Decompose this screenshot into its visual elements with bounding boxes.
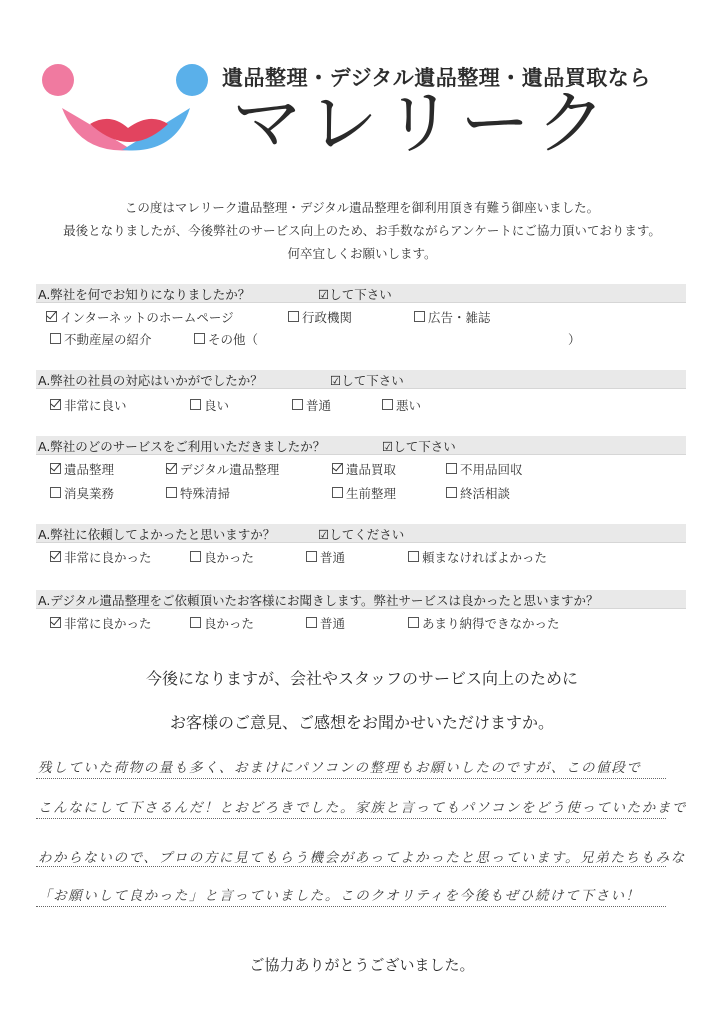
checkbox-checked-icon xyxy=(166,463,177,474)
feedback-prompt-line-2: お客様のご意見、ご感想をお聞かせいただけますか。 xyxy=(169,713,554,732)
q3-option-seizen[interactable]: 生前整理 xyxy=(332,484,396,502)
q3-option-ihin-seiri[interactable]: 遺品整理 xyxy=(50,460,114,478)
q4-option-very-good[interactable]: 非常に良かった xyxy=(50,548,152,566)
handwritten-line-3: わからないので、プロの方に見てもらう機会があってよかったと思っています。兄弟たちもみな xyxy=(38,850,686,866)
q1-option-realestate[interactable]: 不動産屋の紹介 xyxy=(50,330,152,348)
q5-option-not-satisfied[interactable]: あまり納得できなかった xyxy=(408,614,560,632)
checkbox-icon xyxy=(190,399,201,410)
q3-option-shoushuu[interactable]: 消臭業務 xyxy=(50,484,114,502)
question-4-bar xyxy=(36,524,686,543)
q3-option-digital[interactable]: デジタル遺品整理 xyxy=(166,460,279,478)
q2-option-bad[interactable]: 悪い xyxy=(382,396,421,414)
checkbox-checked-icon xyxy=(50,399,61,410)
question-4-hint: ☑してください xyxy=(318,527,405,542)
q1-option-internet[interactable]: インターネットのホームページ xyxy=(46,308,234,326)
checkbox-icon xyxy=(408,551,419,562)
q1-other-close: ） xyxy=(568,332,581,347)
q5-option-very-good[interactable]: 非常に良かった xyxy=(50,614,152,632)
checkbox-checked-icon xyxy=(50,617,61,628)
checkbox-icon xyxy=(50,487,61,498)
question-1-bar xyxy=(36,284,686,303)
checkbox-icon xyxy=(166,487,177,498)
checkbox-icon xyxy=(332,487,343,498)
handwritten-line-4: 「お願いして良かった」と言っていました。このクオリティを今後もぜひ続けて下さい！ xyxy=(38,888,641,904)
q3-option-kaitori[interactable]: 遺品買取 xyxy=(332,460,396,478)
checkbox-icon xyxy=(194,333,205,344)
q3-option-fuyouhin[interactable]: 不用品回収 xyxy=(446,460,523,478)
q4-option-normal[interactable]: 普通 xyxy=(306,548,345,566)
q4-option-regret[interactable]: 頼まなければよかった xyxy=(408,548,547,566)
question-1-text: A.弊社を何でお知りになりましたか？ xyxy=(38,287,251,302)
checkbox-icon xyxy=(50,333,61,344)
q2-option-good[interactable]: 良い xyxy=(190,396,229,414)
checkbox-icon xyxy=(190,617,201,628)
q5-option-good[interactable]: 良かった xyxy=(190,614,254,632)
intro-line-3: 何卒宜しくお願いします。 xyxy=(287,246,437,261)
q3-option-tokushu[interactable]: 特殊清掃 xyxy=(166,484,230,502)
checkbox-icon xyxy=(382,399,393,410)
thanks-message: ご協力ありがとうございました。 xyxy=(249,956,475,974)
feedback-prompt-line-1: 今後になりますが、会社やスタッフのサービス向上のために xyxy=(145,669,578,688)
q2-option-very-good[interactable]: 非常に良い xyxy=(50,396,127,414)
question-3-text: A.弊社のどのサービスをご利用いただきましたか？ xyxy=(38,439,326,454)
question-2-text: A.弊社の社員の対応はいかがでしたか？ xyxy=(38,373,263,388)
checkbox-icon xyxy=(414,311,425,322)
question-1-hint: ☑して下さい xyxy=(318,287,392,302)
checkbox-checked-icon xyxy=(50,463,61,474)
q5-option-normal[interactable]: 普通 xyxy=(306,614,345,632)
q1-option-other[interactable]: その他（ xyxy=(194,330,258,348)
question-5-text: A.デジタル遺品整理をご依頼頂いたお客様にお聞きします。弊社サービスは良かったと思いますか？ xyxy=(38,593,599,608)
writing-line xyxy=(36,906,666,907)
question-5-bar xyxy=(36,590,686,609)
writing-line xyxy=(36,818,666,819)
checkbox-checked-icon xyxy=(46,311,57,322)
marerique-logo-icon xyxy=(40,60,215,160)
question-3-bar xyxy=(36,436,686,455)
question-2-hint: ☑して下さい xyxy=(330,373,404,388)
q3-option-shuukatsu[interactable]: 終活相談 xyxy=(446,484,510,502)
tagline: 遺品整理・デジタル遺品整理・遺品買取なら xyxy=(222,66,651,90)
brand-name: マレリーク xyxy=(232,82,612,164)
checkbox-icon xyxy=(446,487,457,498)
checkbox-icon xyxy=(446,463,457,474)
checkbox-checked-icon xyxy=(50,551,61,562)
checkbox-icon xyxy=(190,551,201,562)
checkbox-icon xyxy=(306,617,317,628)
question-4-text: A.弊社に依頼してよかったと思いますか？ xyxy=(38,527,276,542)
q2-option-normal[interactable]: 普通 xyxy=(292,396,331,414)
checkbox-icon xyxy=(288,311,299,322)
writing-line xyxy=(36,778,666,779)
handwritten-line-2: こんなにして下さるんだ！とおどろきでした。家族と言ってもパソコンをどう使っていたかまで xyxy=(38,800,688,816)
q1-option-government[interactable]: 行政機関 xyxy=(288,308,352,326)
checkbox-checked-icon xyxy=(332,463,343,474)
intro-line-2: 最後となりましたが、今後弊社のサービス向上のため、お手数ながらアンケートにご協力頂いております。 xyxy=(63,223,661,238)
checkbox-icon xyxy=(408,617,419,628)
intro-line-1: この度はマレリーク遺品整理・デジタル遺品整理を御利用頂き有難う御座いました。 xyxy=(124,200,600,215)
writing-line xyxy=(36,866,666,867)
handwritten-line-1: 残していた荷物の量も多く、おまけにパソコンの整理もお願いしたのですが、この値段で xyxy=(38,760,642,776)
q4-option-good[interactable]: 良かった xyxy=(190,548,254,566)
checkbox-icon xyxy=(292,399,303,410)
checkbox-icon xyxy=(306,551,317,562)
question-3-hint: ☑して下さい xyxy=(382,439,456,454)
q1-option-advert[interactable]: 広告・雑誌 xyxy=(414,308,491,326)
question-2-bar xyxy=(36,370,686,389)
